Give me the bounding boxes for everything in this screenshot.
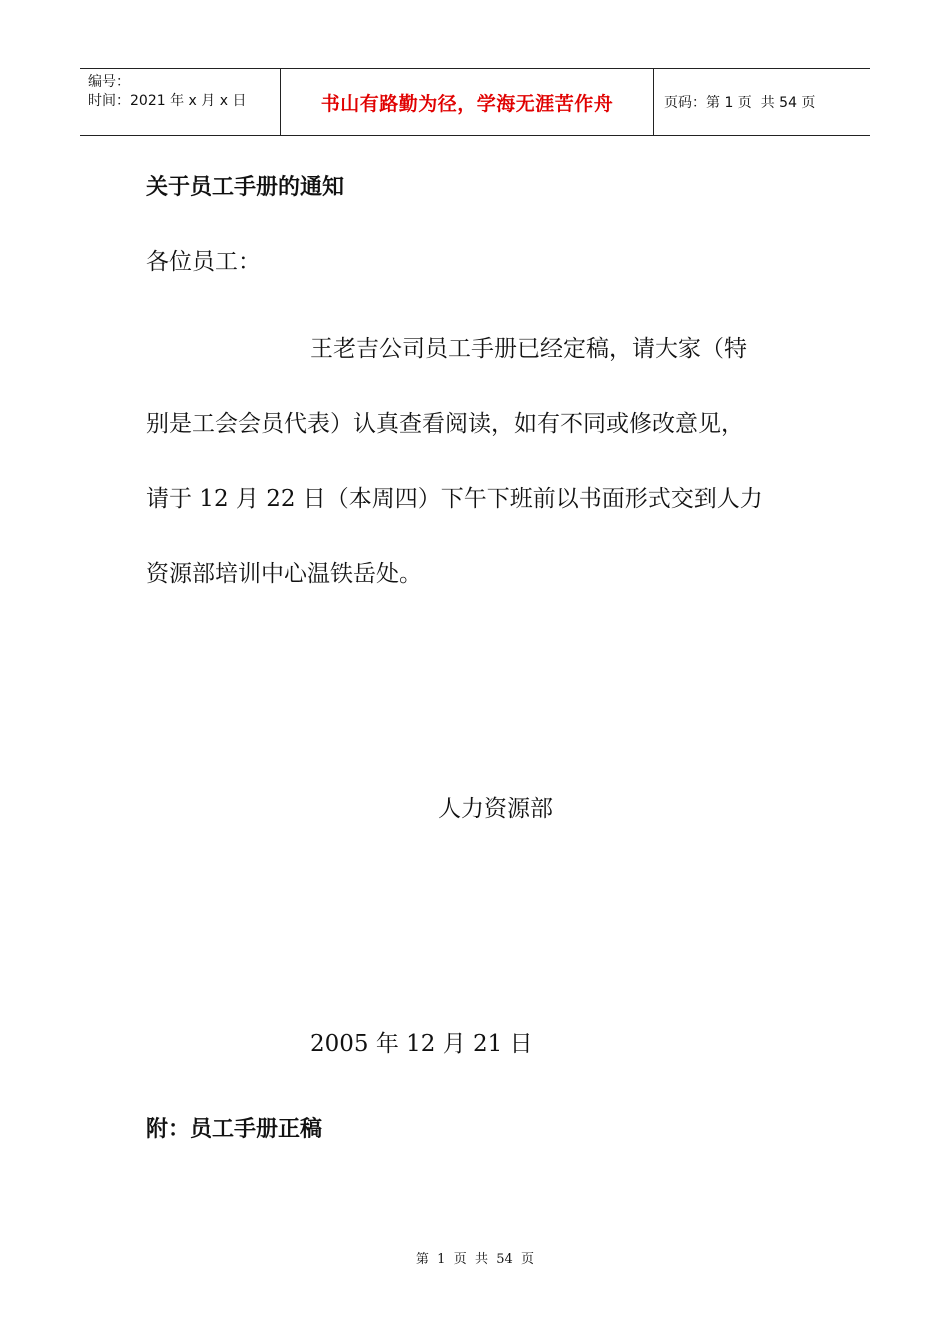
body-line-3: 请于 12 月 22 日（本周四）下午下班前以书面形式交到人力 [146,486,763,512]
body-line-1: 王老吉公司员工手册已经定稿，请大家（特 [310,336,747,362]
page-footer: 第 1 页 共 54 页 [415,1252,535,1267]
header-time-label: 时间：2021 年 x 月 x 日 [88,93,247,109]
document-header [80,68,870,136]
header-number-label: 编号： [88,74,130,90]
signature-department: 人力资源部 [438,796,553,822]
signature-date: 2005 年 12 月 21 日 [310,1031,533,1057]
document-title: 关于员工手册的通知 [146,175,345,200]
header-motto: 书山有路勤为径，学海无涯苦作舟 [320,92,614,115]
body-line-4: 资源部培训中心温铁岳处。 [146,561,422,587]
header-page-info: 页码：第 1 页 共 54 页 [664,95,816,111]
attachment-heading: 附：员工手册正稿 [146,1117,323,1142]
greeting: 各位员工： [146,249,261,275]
header-meta-cell [80,69,281,135]
header-motto-cell [281,69,654,135]
body-line-2: 别是工会会员代表）认真查看阅读，如有不同或修改意见， [146,411,744,437]
